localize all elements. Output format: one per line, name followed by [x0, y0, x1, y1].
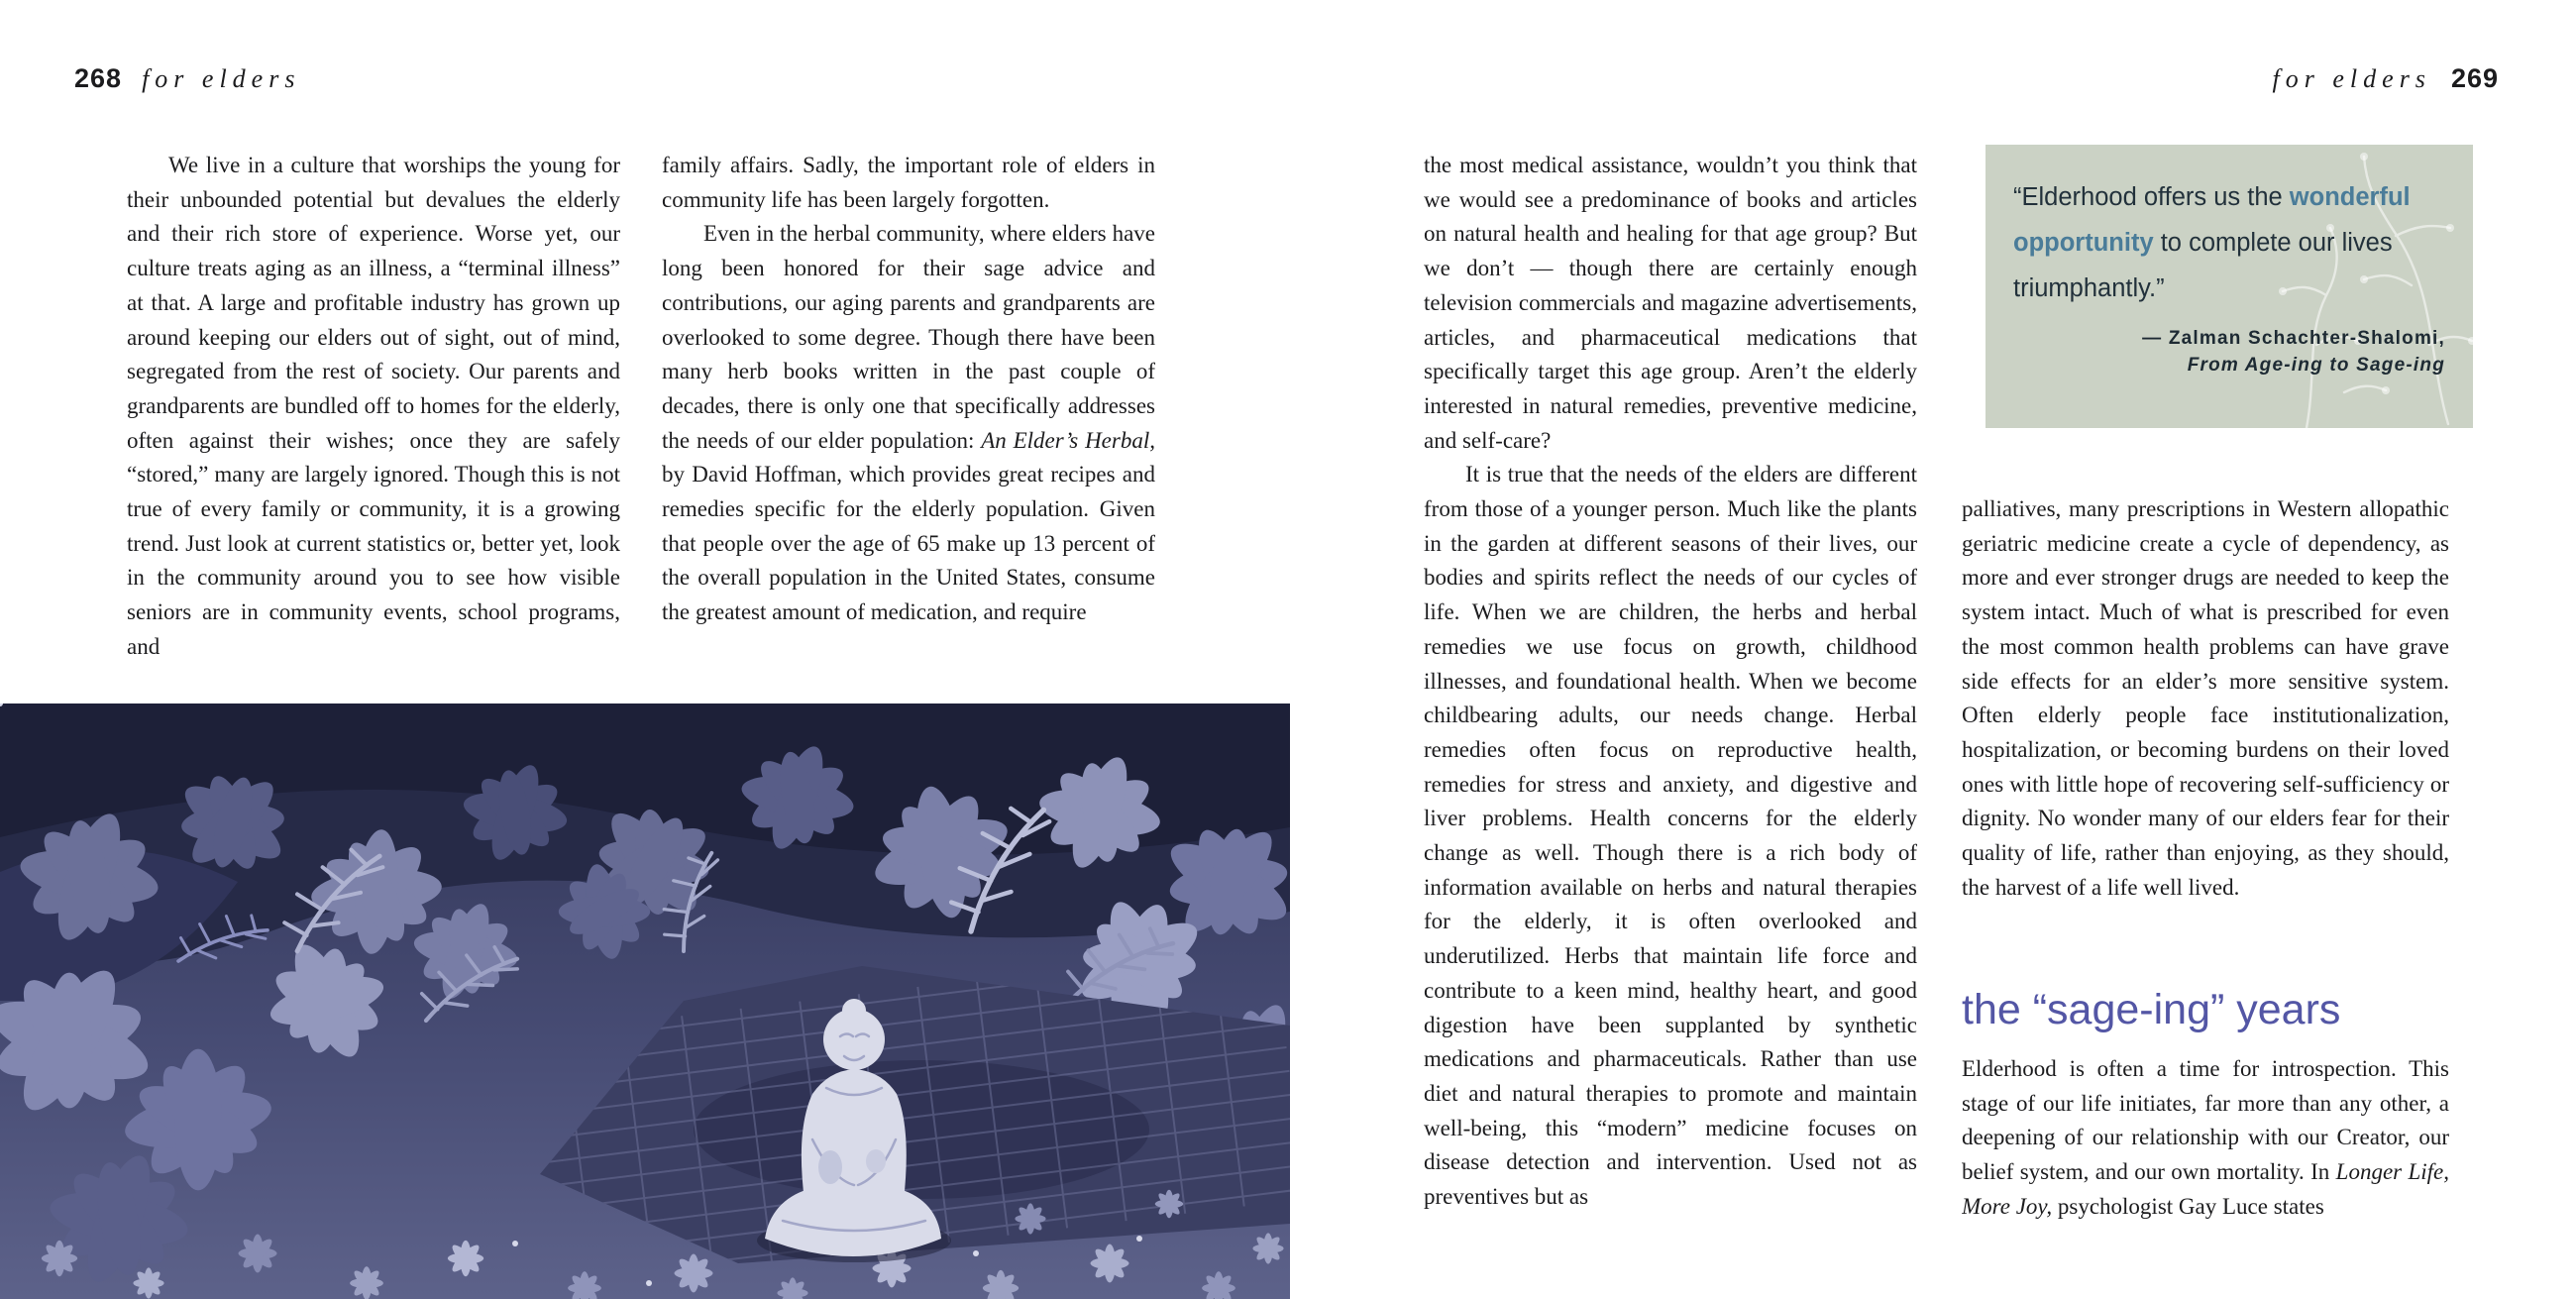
pull-quote-text	[2013, 174, 2445, 311]
left-running-title: for elders	[142, 64, 301, 93]
garden-photo	[0, 704, 1290, 1299]
quote-attribution	[2013, 325, 2445, 379]
section-heading: the “sage-ing” years	[1962, 986, 2341, 1033]
right-running-head	[2273, 63, 2499, 94]
left-page-number: 268	[74, 63, 123, 93]
paragraph	[662, 217, 1155, 629]
garden-photo-illustration	[0, 704, 1290, 1299]
quote-segment: to complete our lives triumphantly.”	[2013, 229, 2393, 302]
left-page-column-1	[127, 149, 620, 665]
right-page-column-2-continued	[1962, 1052, 2449, 1225]
paragraph: We live in a culture that worships the young for their unbounded potential but devalues the elderly and their rich store of experience. Worse yet, our culture treats aging as an illness, a “terminal illness” at that. A large and profitable industry has grown up around keeping our elders out of sight, out of mind, segregated from the rest of society. Our parents and grandparents are bundled off to homes for the elderly, often against their wishes; once they are safely “stored,” many are largely ignored. Though this is not true of every family or community, it is a growing trend. Just look at current statistics or, better yet, look in the community around you to see how visible seniors are in community events, school programs, and	[127, 153, 620, 659]
paragraph: the most medical assistance, wouldn’t you think that we would see a predominance of books and articles on natural health and healing for that age group? But we don’t — though there are certainly enough television commercials and magazine advertisements, articles, and pharmaceutical medications that specifically target this age group. Aren’t the elderly interested in natural remedies, preventive medicine, and self-care?	[1424, 153, 1917, 453]
paragraph	[1962, 1052, 2449, 1225]
right-running-title: for elders	[2272, 64, 2431, 93]
quote-segment: “Elderhood offers us the	[2013, 183, 2290, 211]
quote-highlight: wonderful opportunity	[2013, 183, 2411, 257]
quote-attribution-name: — Zalman Schachter-Shalomi,	[2142, 328, 2445, 349]
right-page-number: 269	[2450, 63, 2499, 93]
paragraph-text: Even in the herbal community, where elders have long been honored for their sage advice and contributions, our aging parents and grandparents are overlooked to some degree. Though there have been many herb books written in the past couple of decades, there is only one that specifically addresses the needs of our elder population:	[662, 221, 1155, 453]
right-page-column-2	[1962, 492, 2449, 978]
book-title-italic: Longer Life, More Joy,	[1962, 1159, 2449, 1219]
right-page-column-1	[1424, 149, 1917, 1215]
quote-attribution-work: From Age-ing to Sage-ing	[2187, 355, 2445, 376]
left-running-head	[74, 63, 300, 94]
paragraph-text: psychologist Gay Luce states	[2052, 1193, 2324, 1219]
paragraph-text: Elderhood is often a time for introspection. This stage of our life initiates, far more than any other, a deepening of our relationship with our Creator, our belief system, and our own mortality. In	[1962, 1056, 2449, 1185]
book-title-italic: An Elder’s Herbal,	[981, 427, 1155, 453]
paragraph-text: by David Hoffman, which provides great recipes and remedies specific for the elderly population. Given that people over the age of 65 make up 13 percent of the overall population in the United States, consume the greatest amount of medication, and require	[662, 462, 1155, 625]
paragraph: It is true that the needs of the elders are different from those of a younger person. Much like the plants in the garden at different seasons of their lives, our bodies and spirits reflect the needs of our cycles of life. When we are children, the herbs and herbal remedies we use focus on growth, childhood illnesses, and foundational health. When we become childbearing adults, our needs change. Herbal remedies often focus on reproductive health, remedies for stress and anxiety, and digestive and liver problems. Health concerns for the elderly change as well. Though there is a rich body of information available on herbs and natural therapies for the elderly, it is often overlooked and underutilized. Herbs that maintain life force and contribute to a keen mind, healthy heart, and good digestion have been supplanted by synthetic medications and pharmaceuticals. Rather than use diet and natural therapies to promote and maintain well-being, this “modern” medicine focuses on disease detection and intervention. Used not as preventives but as	[1424, 462, 1917, 1210]
paragraph: palliatives, many prescriptions in Western allopathic geriatric medicine create a cycle of dependency, as more and ever stronger drugs are needed to keep the system intact. Much of what is prescribed for even the most common health problems can have grave side effects for an elder’s more sensitive system. Often elderly people face institutionalization, hospitalization, or becoming burdens on their loved ones with little hope of recovering self-sufficiency or dignity. No wonder many of our elders fear for their quality of life, rather than enjoying, as they should, the harvest of a life well lived.	[1962, 496, 2449, 900]
left-page-column-2	[662, 149, 1155, 665]
paragraph: family affairs. Sadly, the important role of elders in community life has been largely forgotten.	[662, 153, 1155, 212]
pull-quote-box	[1986, 145, 2473, 428]
